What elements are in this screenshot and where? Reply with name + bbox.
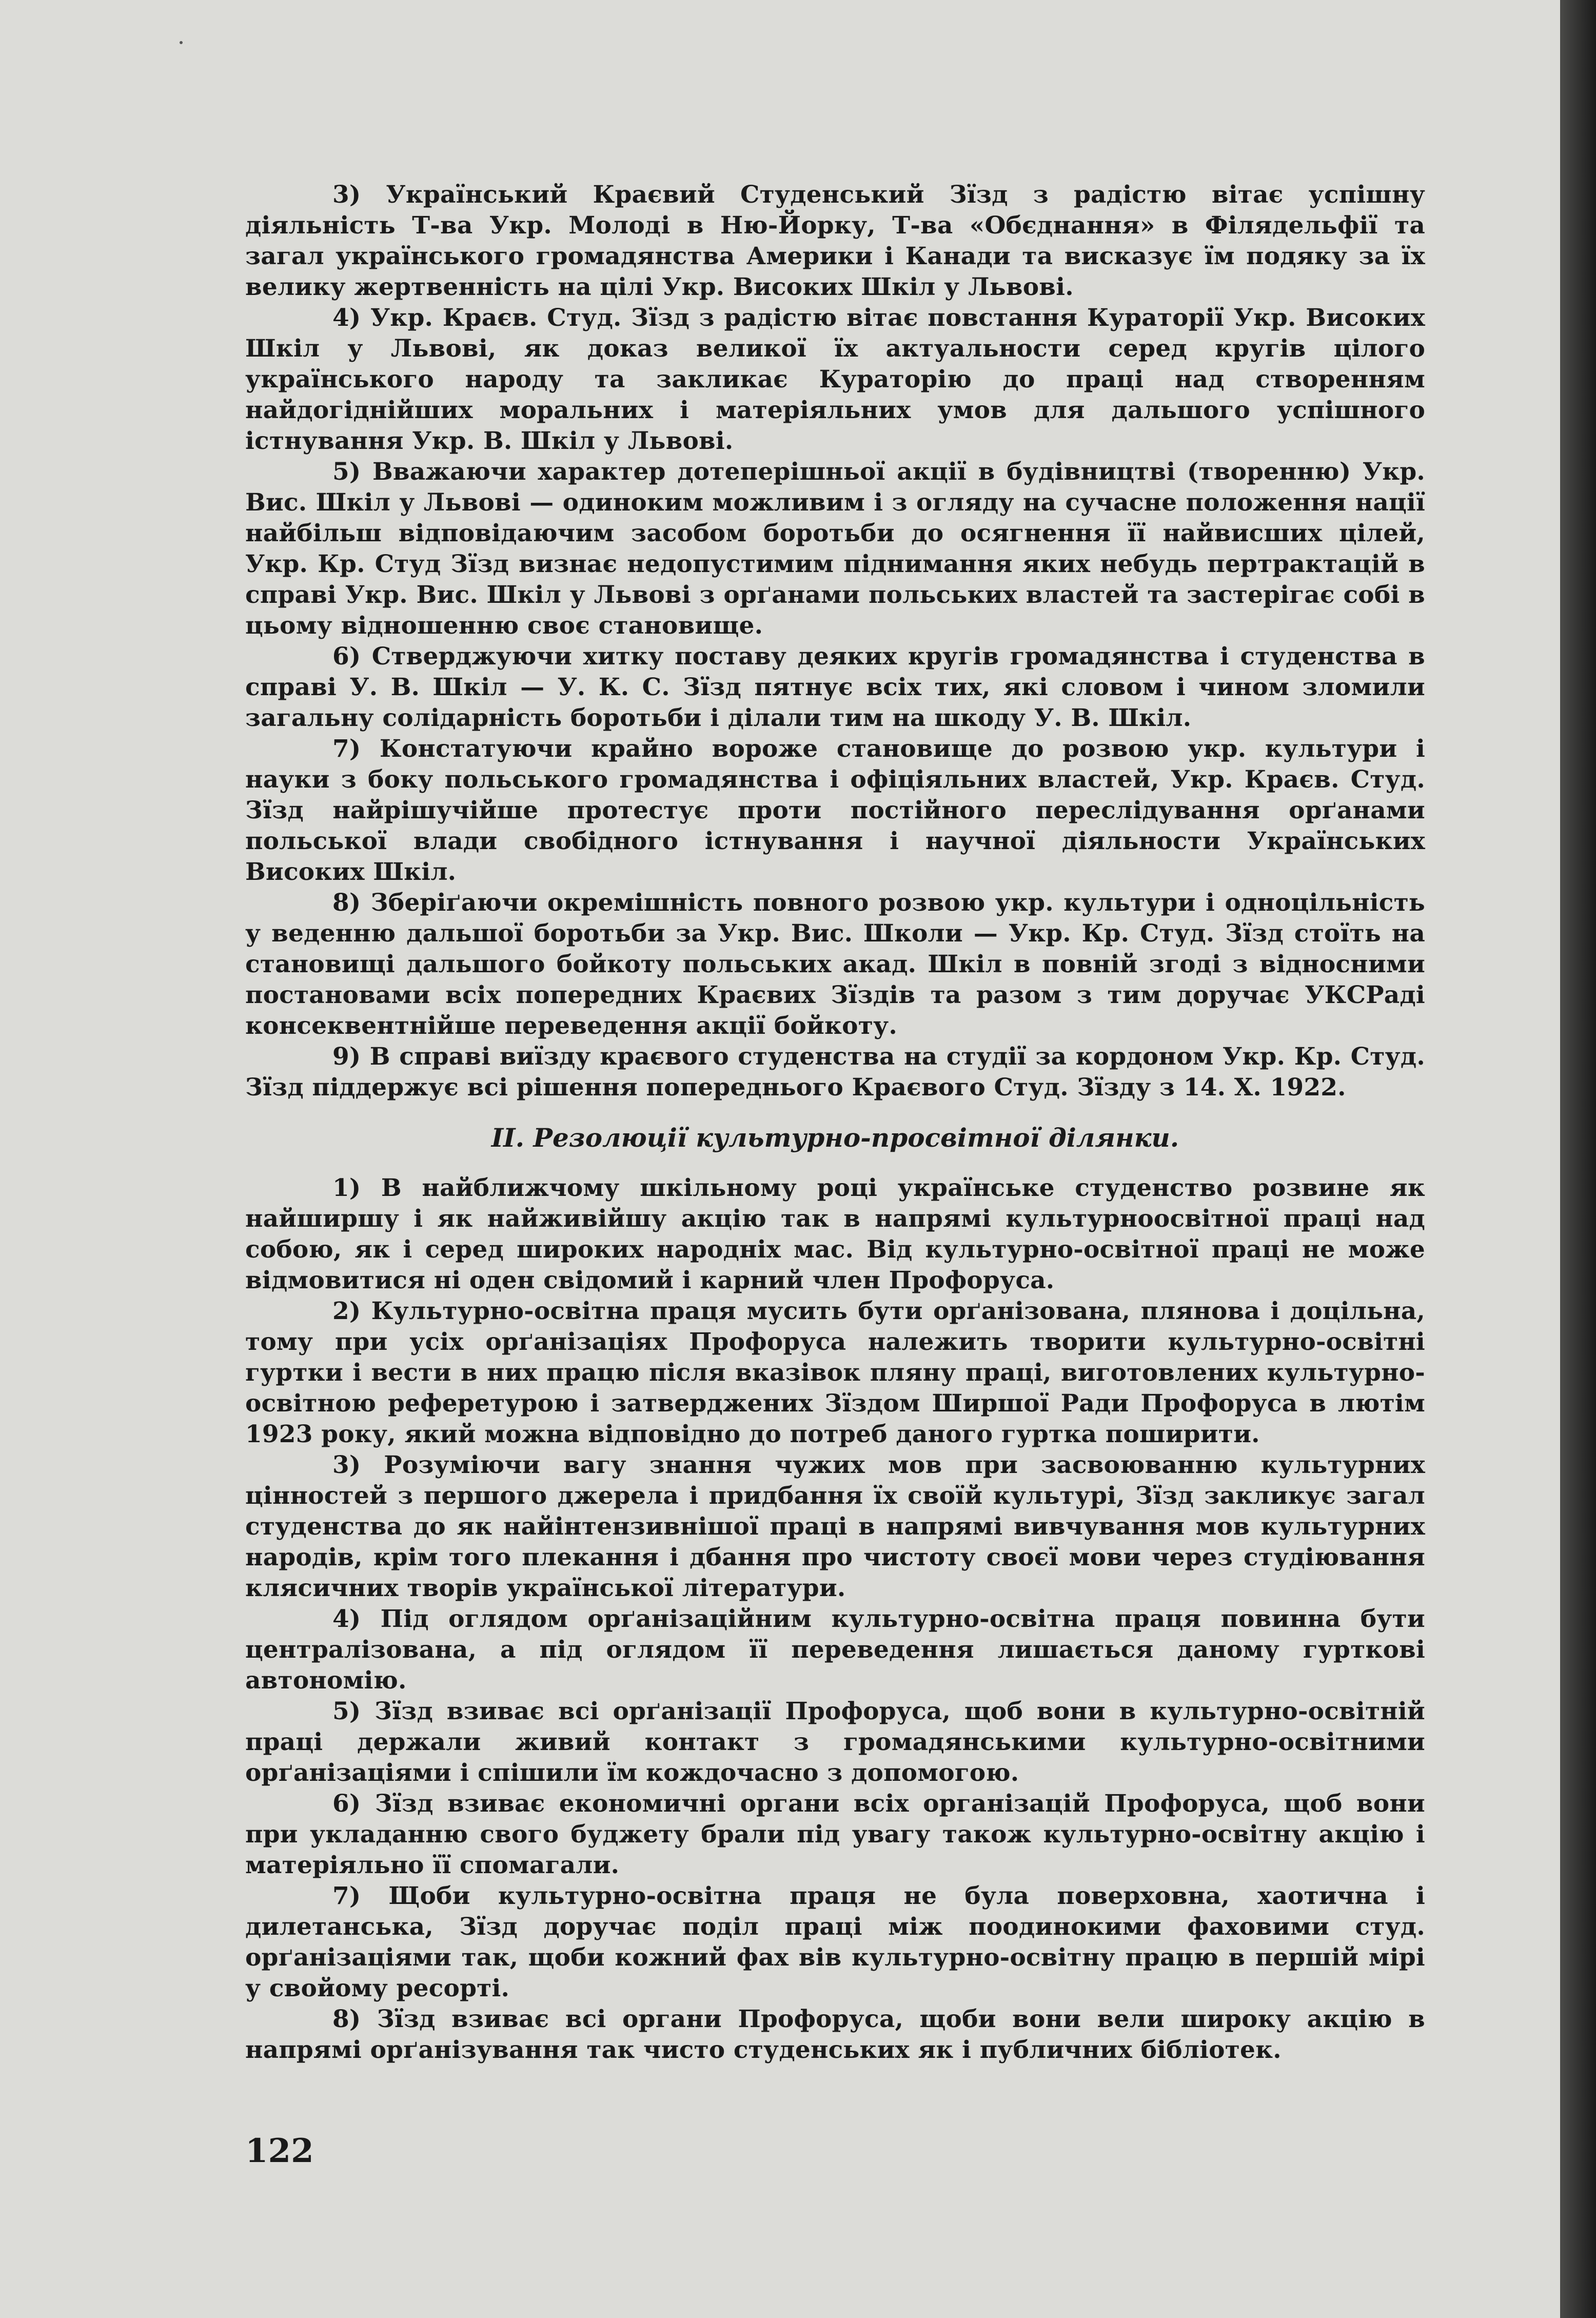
main-text	[245, 180, 1425, 2066]
paragraph-culture-2: 2) Культурно-освітна праця мусить бути орґанізована, плянова і доцільна, тому при усіх орґанізаціях Профоруса належить творити культурно-освітні гуртки і вести в них працю після вказівок пляну праці, виготовлених культурно-освітною реферетурою і затверджених Зїздом Ширшої Ради Профоруса в лютім 1923 року, який можна відповідно до потреб даного гуртка поширити.	[245, 1297, 1425, 1448]
paragraph-culture-3: 3) Розуміючи вагу знання чужих мов при засвоюванню культурних цінностей з першого джерела і придбання їх своїй культурі, Зїзд закликує загал студенства до як найінтензивнішої праці в напрямі вивчування мов культурних народів, крім того плекання і дбання про чистоту своєї мови через студіювання клясичних творів української літератури.	[245, 1451, 1425, 1602]
paragraph-resolution-3: 3) Український Краєвий Студенський Зїзд з радістю вітає успішну діяльність Т-ва Укр. Молоді в Ню-Йорку, Т-ва «Обєднання» в Філядельфії та загал українського громадянства Америки і Канади та висказує їм подяку за їх велику жертвенність на цілі Укр. Високих Шкіл у Львові.	[245, 181, 1425, 301]
paragraph-culture-1: 1) В найближчому шкільному році українське студенство розвине як найширшу і як найживійшу акцію так в напрямі культурноосвітної праці над собою, як і серед широких народніх мас. Від культурно-освітної праці не може відмовитися ні оден свідомий і карний член Профоруса.	[245, 1174, 1425, 1294]
paragraph-culture-7: 7) Щоби культурно-освітна праця не була поверховна, хаотична і дилетанська, Зїзд доручає поділ праці між поодинокими фаховими студ. орґанізаціями так, щоби кожний фах вів культурно-освітну працю в першій мірі у свойому ресорті.	[245, 1882, 1425, 2002]
paragraph-resolution-8: 8) Зберіґаючи окремішність повного розвою укр. культури і одноцільність у веденню дальшої боротьби за Укр. Вис. Школи — Укр. Кр. Студ. Зїзд стоїть на становищі дальшого бойкоту польських акад. Шкіл в повній згоді з відносними постановами всіх попередних Краєвих Зїздів та разом з тим доручає УКСРаді консеквентнійше переведення акції бойкоту.	[245, 889, 1425, 1040]
scan-border	[1560, 0, 1596, 2318]
paragraph-resolution-6: 6) Стверджуючи хитку поставу деяких кругів громадянства і студенства в справі У. В. Шкіл — У. К. С. Зїзд пятнує всіх тих, які словом і чином зломили загальну солідарність боротьби і ділали тим на шкоду У. В. Шкіл.	[245, 642, 1425, 732]
paragraph-resolution-4: 4) Укр. Краєв. Студ. Зїзд з радістю вітає повстання Кураторії Укр. Високих Шкіл у Львові, як доказ великої їх актуальности серед кругів цілого українського народу та закликає Кураторію до праці над створенням найдогіднійших моральних і матеріяльних умов для дальшого успішного істнування Укр. В. Шкіл у Львові.	[245, 304, 1425, 455]
paragraph-culture-4: 4) Під оглядом орґанізаційним культурно-освітна праця повинна бути централізована, а під оглядом її переведення лишається даному гурткові автономію.	[245, 1605, 1425, 1695]
paragraph-resolution-7: 7) Констатуючи крайно вороже становище до розвою укр. культури і науки з боку польського громадянства і офіціяльних властей, Укр. Краєв. Студ. Зїзд найрішучійше протестує проти постійного переслідування орґанами польської влади свобідного істнування і научної діяльности Українських Високих Шкіл.	[245, 735, 1425, 886]
paragraph-culture-8: 8) Зїзд взиває всі органи Профоруса, щоби вони вели широку акцію в напрямі орґанізування так чисто студенських як і публичних бібліотек.	[245, 2005, 1425, 2064]
paragraph-resolution-9: 9) В справі виїзду краєвого студенства на студії за кордоном Укр. Кр. Студ. Зїзд піддержує всі рішення попереднього Краєвого Студ. Зїзду з 14. X. 1922.	[245, 1043, 1425, 1102]
section-heading: II. Резолюції культурно-просвітної ділянки.	[491, 1123, 1179, 1153]
paragraph-culture-5: 5) Зїзд взиває всі орґанізації Профоруса, щоб вони в культурно-освітній праці держали живий контакт з громадянськими культурно-освітними орґанізаціями і спішили їм кождочасно з допомогою.	[245, 1697, 1425, 1787]
scan-speck	[180, 41, 183, 44]
page-number: 122	[245, 2132, 314, 2170]
paragraph-resolution-5: 5) Вважаючи характер дотеперішньої акції в будівництві (творенню) Укр. Вис. Шкіл у Львові — одиноким можливим і з огляду на сучасне положення нації найбільш відповідаючим засобом боротьби до осягнення її найвисших цілей, Укр. Кр. Студ Зїзд визнає недопустимим піднимання яких небудь пертрактацій в справі Укр. Вис. Шкіл у Львові з орґанами польських властей та застерігає собі в цьому відношенню своє становище.	[245, 458, 1425, 640]
paragraph-culture-6: 6) Зїзд взиває економичні органи всіх організацій Профоруса, щоб вони при укладанню свого буджету брали під увагу також культурно-освітну акцію і матеріяльно її спомагали.	[245, 1790, 1425, 1879]
